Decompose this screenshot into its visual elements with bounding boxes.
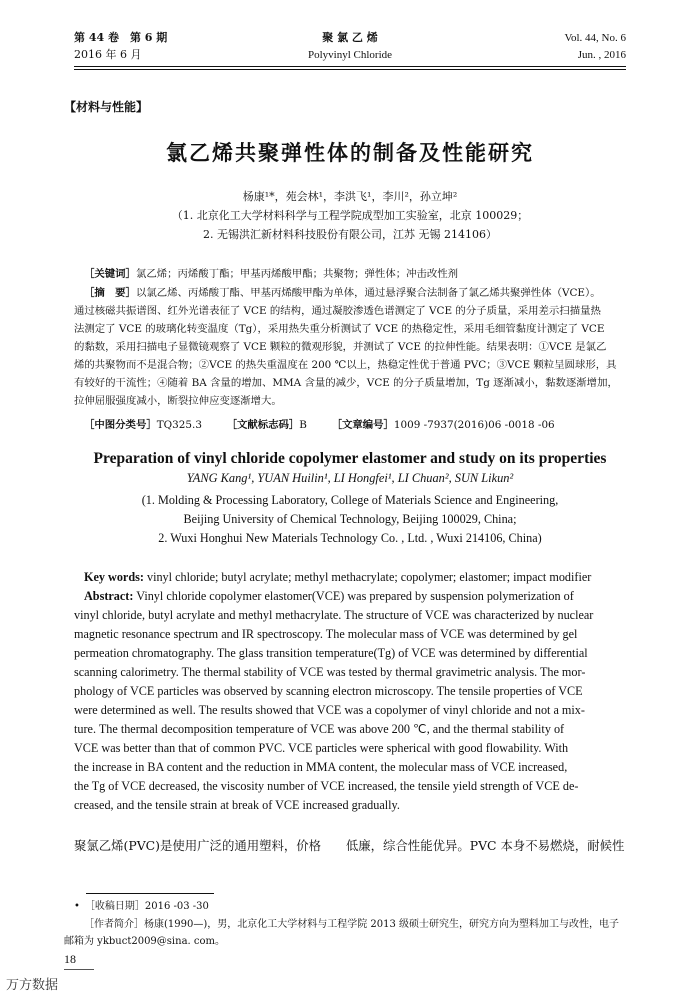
keywords-en-label: Key words:	[84, 570, 144, 584]
article-number-label: ［文章编号］	[331, 419, 394, 431]
abstract-en-label: Abstract:	[84, 589, 134, 603]
section-tag: 【材料与性能】	[64, 100, 149, 114]
header-volume-en: Vol. 44, No. 6	[564, 32, 626, 44]
abstract-cn-line: 以氯乙烯、丙烯酸丁酯、甲基丙烯酸甲酯为单体，通过悬浮聚合法制备了氯乙烯共聚弹性体（VCE）。	[135, 287, 601, 299]
keywords-en-text: vinyl chloride; butyl acrylate; methyl methacrylate; copolymer; elastomer; impact modifier	[143, 570, 592, 584]
abstract-en-line: ture. The thermal decomposition temperature of VCE was above 200 ℃, and the thermal stability of	[74, 722, 565, 736]
keywords-cn	[84, 266, 624, 283]
affiliation-en-1: (1. Molding & Processing Laboratory, College of Materials Science and Engineering,	[141, 493, 559, 507]
doc-code-label: ［文献标志码］	[226, 419, 300, 431]
footnote-bio-1: ［作者简介］杨康(1990—)，男，北京化工大学材料与工程学院 2013 级硕士研究生，研究方向为塑料加工与改性，电子	[84, 919, 620, 930]
header-date-en: Jun. , 2016	[577, 49, 626, 61]
title-cn: 氯乙烯共聚弹性体的制备及性能研究	[166, 140, 534, 165]
page-number-rule	[64, 969, 94, 970]
affiliation-en-2: Beijing University of Chemical Technology, Beijing 100029, China;	[183, 512, 517, 526]
abstract-cn-line: 的黏数，采用扫描电子显微镜观察了 VCE 颗粒的微观形貌，并测试了 VCE 的拉伸性能。结果表明：①VCE 是氯乙	[74, 341, 607, 353]
abstract-en-line: the increase in BA content and the reduction in MMA content, the molecular mass of VCE increased,	[74, 760, 568, 774]
abstract-en	[74, 587, 626, 815]
abstract-en-line: permeation chromatography. The glass transition temperature(Tg) of VCE was determined by differential	[74, 646, 588, 660]
abstract-en-line: scanning calorimetry. The thermal stability of VCE was tested by thermal gravimetric analysis. The mor-	[74, 665, 586, 679]
clc-label: ［中图分类号］	[84, 419, 157, 431]
watermark-text: 万方数据	[6, 978, 59, 993]
body-first-line: 聚氯乙烯(PVC)是使用广泛的通用塑料，价格 低廉，综合性能优异。PVC 本身不易燃烧，耐候性	[74, 838, 625, 853]
article-number-value: 1009 -7937(2016)06 -0018 -06	[393, 419, 555, 431]
abstract-cn-line: 法测定了 VCE 的玻璃化转变温度（Tg），采用热失重分析测试了 VCE 的热稳定性，采用毛细管黏度计测定了 VCE	[74, 323, 605, 335]
affiliation-cn-1: （1. 北京化工大学材料科学与工程学院成型加工实验室，北京 100029；	[171, 209, 529, 222]
authors-en: YANG Kang¹, YUAN Huilin¹, LI Hongfei¹, LI Chuan², SUN Likun²	[186, 471, 514, 485]
abstract-en-line: magnetic resonance spectrum and IR spectroscopy. The molecular mass of VCE was determined by gel	[74, 627, 578, 641]
header-journal-en: Polyvinyl Chloride	[307, 49, 393, 61]
abstract-en-line: were determined as well. The results showed that VCE was a copolymer of vinyl chloride and not a mix-	[74, 703, 585, 717]
keywords-en	[84, 568, 626, 587]
keywords-cn-text: 氯乙烯；丙烯酸丁酯；甲基丙烯酸甲酯；共聚物；弹性体；冲击改性剂	[135, 268, 459, 280]
header-rule-top	[74, 66, 626, 67]
abstract-cn-label: ［摘 要］	[84, 287, 136, 299]
abstract-en-line: VCE was better than that of common PVC. VCE particles were spherical with good flowability. With	[74, 741, 569, 755]
affiliation-en-3: 2. Wuxi Honghui New Materials Technology Co. , Ltd. , Wuxi 214106, China)	[158, 531, 542, 545]
page-number: 18	[64, 952, 76, 966]
header-journal-cn: 聚 氯 乙 烯	[322, 31, 378, 44]
abstract-cn	[74, 284, 626, 410]
abstract-en-line: phology of VCE particles was observed by scanning electron microscopy. The tensile properties of VCE	[74, 684, 583, 698]
footnote-bio-2: 邮箱为 ykbuct2009@sina. com。	[64, 936, 225, 947]
abstract-en-line: the Tg of VCE decreased, the viscosity number of VCE increased, the tensile yield strength of VCE de-	[74, 779, 579, 793]
authors-cn: 杨康¹*，苑会林¹，李洪飞¹，李川²，孙立坤²	[242, 190, 458, 203]
abstract-cn-line: 拉伸屈服强度减小，断裂拉伸应变逐渐增大。	[74, 395, 282, 407]
title-en: Preparation of vinyl chloride copolymer elastomer and study on its properties	[93, 450, 607, 467]
abstract-en-line: Vinyl chloride copolymer elastomer(VCE) was prepared by suspension polymerization of	[133, 589, 574, 603]
header-rule-bottom	[74, 69, 626, 70]
footnote-received: • ［收稿日期］2016 -03 -30	[74, 901, 209, 912]
abstract-cn-line: 通过核磁共振谱图、红外光谱表征了 VCE 的结构，通过凝胶渗透色谱测定了 VCE 的分子质量，采用差示扫描量热	[74, 305, 601, 317]
header-date-cn: 2016 年 6 月	[74, 48, 142, 61]
footnote-rule	[86, 893, 214, 894]
affiliation-cn-2: 2. 无锡洪汇新材料科技股份有限公司，江苏 无锡 214106）	[203, 228, 497, 241]
classification	[84, 417, 555, 434]
affiliations-en	[0, 491, 700, 548]
abstract-cn-line: 有较好的干流性；④随着 BA 含量的增加、MMA 含量的减少，VCE 的分子质量增加，Tg 逐渐减小，黏数逐渐增加，	[74, 377, 618, 389]
header-volume-cn: 第 44 卷 第 6 期	[74, 31, 168, 44]
keywords-cn-label: ［关键词］	[84, 268, 136, 280]
abstract-en-line: creased, and the tensile strain at break of VCE increased gradually.	[74, 798, 400, 812]
doc-code-value: B	[299, 419, 307, 431]
abstract-en-line: vinyl chloride, butyl acrylate and methyl methacrylate. The structure of VCE was characterized by nuclear	[74, 608, 594, 622]
clc-value: TQ325.3	[156, 419, 202, 431]
abstract-cn-line: 烯的共聚物而不是混合物；②VCE 的热失重温度在 200 ℃以上，热稳定性优于普通 PVC；③VCE 颗粒呈圆球形，具	[74, 359, 617, 371]
